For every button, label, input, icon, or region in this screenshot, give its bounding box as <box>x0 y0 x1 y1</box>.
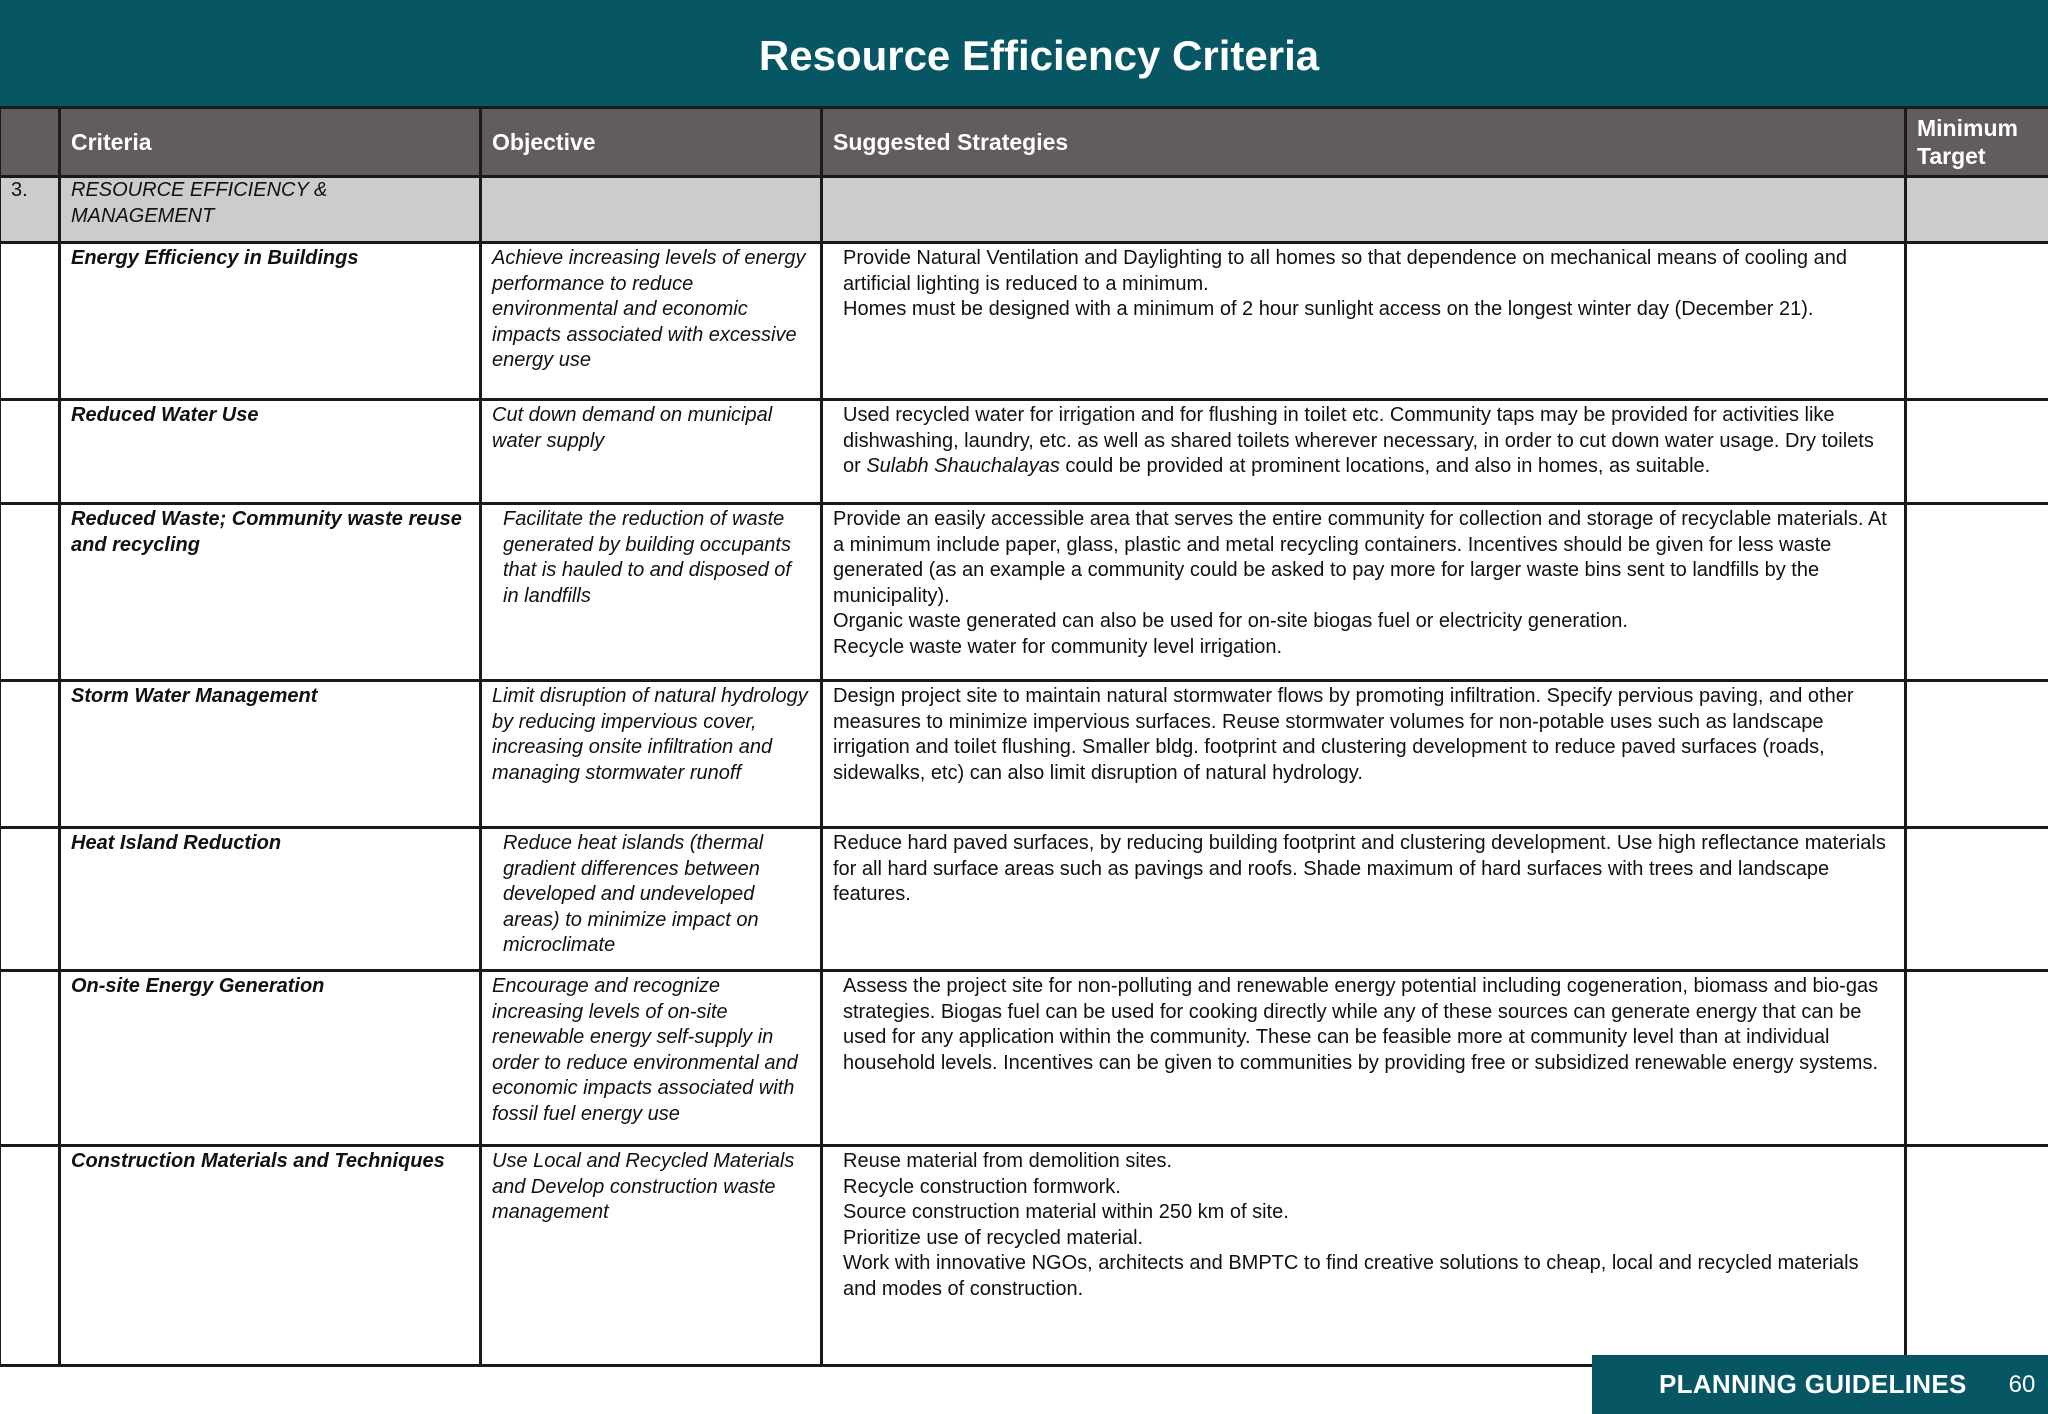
strategies-cell <box>823 244 1904 327</box>
strategy-line: Homes must be designed with a minimum of 2 hour sunlight access on the longest winter day (December 21). <box>843 298 1814 320</box>
strategy-line: Provide an easily accessible area that serves the entire community for collection and storage of recyclable materials. At a minimum include paper, glass, plastic and metal recycling containers. Incentives should be given for less waste generated (as an example a community could be asked to pay more for larger waste bins sent to landfills by the municipality). <box>833 508 1887 607</box>
criteria-table <box>0 106 2048 1367</box>
strategy-emphasis: Sulabh Shauchalayas <box>866 455 1060 477</box>
strategies-cell <box>823 972 1904 1080</box>
page-title: Resource Efficiency Criteria <box>758 31 1320 79</box>
table-row <box>0 400 2048 504</box>
strategies-cell <box>823 1147 1904 1306</box>
strategies-cell <box>823 401 1904 484</box>
table-row <box>0 681 2048 828</box>
strategies-cell <box>823 682 1904 790</box>
strategy-line: Reuse material from demolition sites. <box>843 1150 1173 1172</box>
strategy-line: Recycle waste water for community level irrigation. <box>833 635 1283 658</box>
objective-cell: Facilitate the reduction of waste generated by building occupants that is hauled to and disposed of in landfills <box>503 508 791 607</box>
header-minimum-target: Minimum Target <box>1906 108 2048 177</box>
criteria-cell: Energy Efficiency in Buildings <box>71 247 359 269</box>
strategy-text: could be provided at prominent locations, and also in homes, as suitable. <box>1059 455 1711 477</box>
section-number: 3. <box>11 179 28 201</box>
strategy-line: Design project site to maintain natural stormwater flows by promoting infiltration. Specify pervious paving, and other measures to minimize impervious surfaces. Reuse stormwater volumes for non-potable uses such as landscape irrigation and toilet flushing. Smaller bldg. footprint and clustering development to reduce paved surfaces (roads, sidewalks, etc) can also limit disruption of natural hydrology. <box>833 685 1854 784</box>
footer-bar <box>1592 1355 2048 1414</box>
section-title: RESOURCE EFFICIENCY & MANAGEMENT <box>71 179 328 227</box>
minimum-target-cell <box>1906 243 2048 400</box>
objective-cell: Reduce heat islands (thermal gradient differences between developed and undeveloped areas) to minimize impact on microclimate <box>503 832 764 956</box>
section-empty-strategies <box>822 177 1906 243</box>
table-header-row <box>0 108 2048 177</box>
title-bar <box>0 0 2048 107</box>
minimum-target-cell <box>1906 400 2048 504</box>
minimum-target-cell <box>1906 971 2048 1146</box>
section-empty-objective <box>481 177 822 243</box>
strategy-line: Recycle construction formwork. <box>843 1175 1121 1198</box>
criteria-cell: On-site Energy Generation <box>71 975 325 997</box>
criteria-cell: Reduced Waste; Community waste reuse and recycling <box>71 508 462 556</box>
header-number-cell <box>0 108 60 177</box>
strategy-line: Organic waste generated can also be used for on-site biogas fuel or electricity generation. <box>833 610 1628 632</box>
page-number: 60 <box>2008 1370 2036 1398</box>
objective-cell: Limit disruption of natural hydrology by reducing impervious cover, increasing onsite infiltration and managing stormwater runoff <box>492 685 808 784</box>
strategy-line: Source construction material within 250 km of site. <box>843 1201 1289 1223</box>
objective-cell: Use Local and Recycled Materials and Develop construction waste management <box>492 1150 795 1223</box>
strategy-line: Prioritize use of recycled material. <box>843 1226 1144 1249</box>
table-row <box>0 1146 2048 1366</box>
header-strategies: Suggested Strategies <box>822 108 1906 177</box>
section-empty-target <box>1906 177 2048 243</box>
criteria-cell: Storm Water Management <box>71 685 318 707</box>
objective-cell: Achieve increasing levels of energy performance to reduce environmental and economic impacts associated with excessive energy use <box>492 247 806 371</box>
strategy-line: Reduce hard paved surfaces, by reducing building footprint and clustering development. Use high reflectance materials for all hard surface areas such as pavings and roofs. Shade maximum of hard surfaces with trees and landscape features. <box>833 832 1886 905</box>
criteria-cell: Construction Materials and Techniques <box>71 1150 445 1172</box>
table-row <box>0 504 2048 681</box>
footer-label: PLANNING GUIDELINES <box>1659 1369 1967 1399</box>
header-criteria: Criteria <box>60 108 481 177</box>
objective-cell: Encourage and recognize increasing levels of on-site renewable energy self-supply in order to reduce environmental and economic impacts associated with fossil fuel energy use <box>492 975 798 1125</box>
minimum-target-cell <box>1906 504 2048 681</box>
strategies-cell <box>823 829 1904 912</box>
minimum-target-cell <box>1906 681 2048 828</box>
criteria-cell: Heat Island Reduction <box>71 832 282 854</box>
minimum-target-cell <box>1906 1146 2048 1366</box>
objective-cell: Cut down demand on municipal water supply <box>492 404 773 452</box>
criteria-cell: Reduced Water Use <box>71 404 259 426</box>
section-row <box>0 177 2048 243</box>
strategy-line: Provide Natural Ventilation and Daylighting to all homes so that dependence on mechanical means of cooling and artificial lighting is reduced to a minimum. <box>843 247 1847 295</box>
strategy-line: Assess the project site for non-polluting and renewable energy potential including cogeneration, biomass and bio-gas strategies. Biogas fuel can be used for cooking directly while any of these sources can generate energy that can be used for any application within the community. These can be feasible more at community level than at individual household levels. Incentives can be given to communities by providing free or subsidized renewable energy systems. <box>843 975 1879 1074</box>
header-objective: Objective <box>481 108 822 177</box>
table-row <box>0 971 2048 1146</box>
table-row <box>0 828 2048 971</box>
strategies-cell <box>823 505 1904 664</box>
minimum-target-cell <box>1906 828 2048 971</box>
table-row <box>0 243 2048 400</box>
strategy-line: Work with innovative NGOs, architects and BMPTC to find creative solutions to cheap, local and recycled materials and modes of construction. <box>843 1252 1859 1300</box>
strategy-text: Used recycled water for irrigation and for flushing in toilet etc. Community taps may be provided for activities like dishwashing, laundry, etc. as well as shared toilets wherever necessary, in order to cut down water usage. Dry toilets or <box>843 404 1874 477</box>
